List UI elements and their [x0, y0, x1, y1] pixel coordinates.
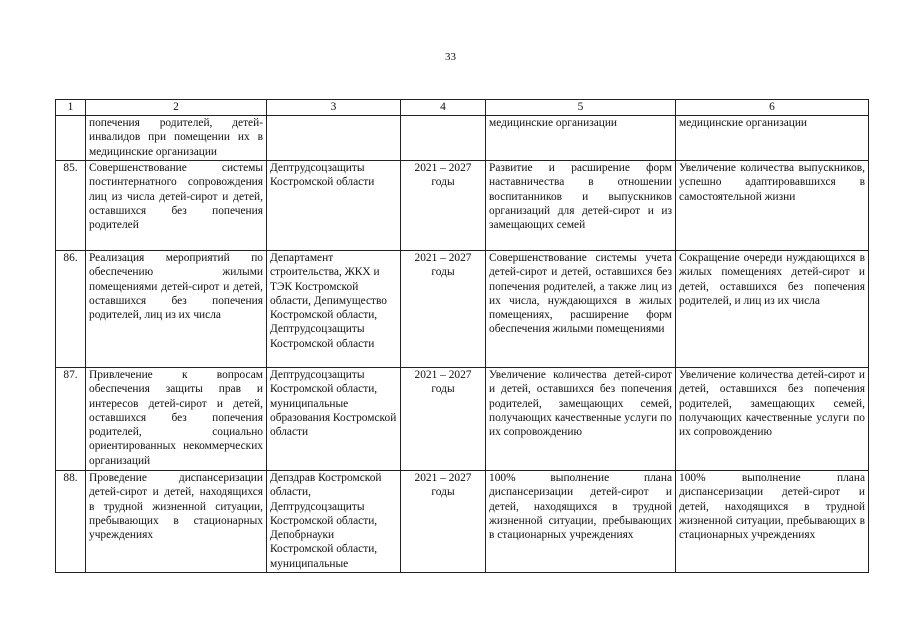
indicator-cell: 100% выполнение плана диспансеризации детей-сирот и детей, находящихся в трудной жизненной ситуации, пребывающих в стационарных учреждениях: [676, 471, 869, 573]
table-row: [56, 251, 869, 368]
result-cell: Совершенствование системы учета детей-сирот и детей, оставшихся без попечения родителей, а также лиц из их числа, нуждающихся в жилых помещениях, расширение форм обеспечения жилыми помещениями: [486, 251, 676, 368]
table-row: [56, 471, 869, 573]
result-cell: Развитие и расширение форм наставничества в отношении воспитанников и выпускников организаций для детей-сирот и из замещающих семей: [486, 161, 676, 251]
row-number: 87.: [56, 368, 86, 471]
indicator-cell: медицинские организации: [676, 116, 869, 161]
period-cell: 2021 – 2027 годы: [401, 161, 486, 251]
executors-cell: Дептрудсоцзащиты Костромской области: [267, 161, 401, 251]
table-row: [56, 161, 869, 251]
measures-table: [55, 99, 869, 573]
row-number: 86.: [56, 251, 86, 368]
result-cell: медицинские организации: [486, 116, 676, 161]
header-col-1: 1: [56, 100, 86, 116]
result-cell: Увеличение количества детей-сирот и детей, оставшихся без попечения родителей, замещающих семей, получающих качественные услуги по их сопровождению: [486, 368, 676, 471]
indicator-cell: Увеличение количества выпускников, успешно адаптировавшихся в самостоятельной жизни: [676, 161, 869, 251]
header-col-6: 6: [676, 100, 869, 116]
header-col-3: 3: [267, 100, 401, 116]
table-row: [56, 116, 869, 161]
measure-cell: Совершенствование системы постинтернатного сопровождения лиц из числа детей-сирот и детей, оставшихся без попечения родителей: [86, 161, 267, 251]
header-col-4: 4: [401, 100, 486, 116]
period-cell: [401, 116, 486, 161]
table-row: [56, 368, 869, 471]
header-row: [56, 100, 869, 116]
indicator-cell: Увеличение количества детей-сирот и детей, оставшихся без попечения родителей, замещающих семей, получающих качественные услуги по их сопровождению: [676, 368, 869, 471]
indicator-cell: Сокращение очереди нуждающихся в жилых помещениях детей-сирот и детей, оставшихся без попечения родителей, и лиц из их числа: [676, 251, 869, 368]
result-cell: 100% выполнение плана диспансеризации детей-сирот и детей, находящихся в трудной жизненной ситуации, пребывающих в стационарных учреждениях: [486, 471, 676, 573]
measure-cell: Реализация мероприятий по обеспечению жилыми помещениями детей-сирот и детей, оставшихся без попечения родителей, лиц из их числа: [86, 251, 267, 368]
page-number: 33: [445, 51, 456, 63]
measure-cell: попечения родителей, детей-инвалидов при помещении их в медицинские организации: [86, 116, 267, 161]
period-cell: 2021 – 2027 годы: [401, 251, 486, 368]
executors-cell: Дептрудсоцзащиты Костромской области, муниципальные образования Костромской области: [267, 368, 401, 471]
period-cell: 2021 – 2027 годы: [401, 368, 486, 471]
header-col-2: 2: [86, 100, 267, 116]
row-number: [56, 116, 86, 161]
header-col-5: 5: [486, 100, 676, 116]
measure-cell: Проведение диспансеризации детей-сирот и детей, находящихся в трудной жизненной ситуации, пребывающих в стационарных учреждениях: [86, 471, 267, 573]
executors-cell: Департамент строительства, ЖКХ и ТЭК Костромской области, Депимущество Костромской области, Дептрудсоцзащиты Костромской области: [267, 251, 401, 368]
executors-cell: Депздрав Костромской области, Дептрудсоцзащиты Костромской области, Депобрнауки Костромской области, муниципальные: [267, 471, 401, 573]
period-cell: 2021 – 2027 годы: [401, 471, 486, 573]
executors-cell: [267, 116, 401, 161]
row-number: 85.: [56, 161, 86, 251]
row-number: 88.: [56, 471, 86, 573]
measure-cell: Привлечение к вопросам обеспечения защиты прав и интересов детей-сирот и детей, оставшихся без попечения родителей, социально ориентированных некоммерческих организаций: [86, 368, 267, 471]
